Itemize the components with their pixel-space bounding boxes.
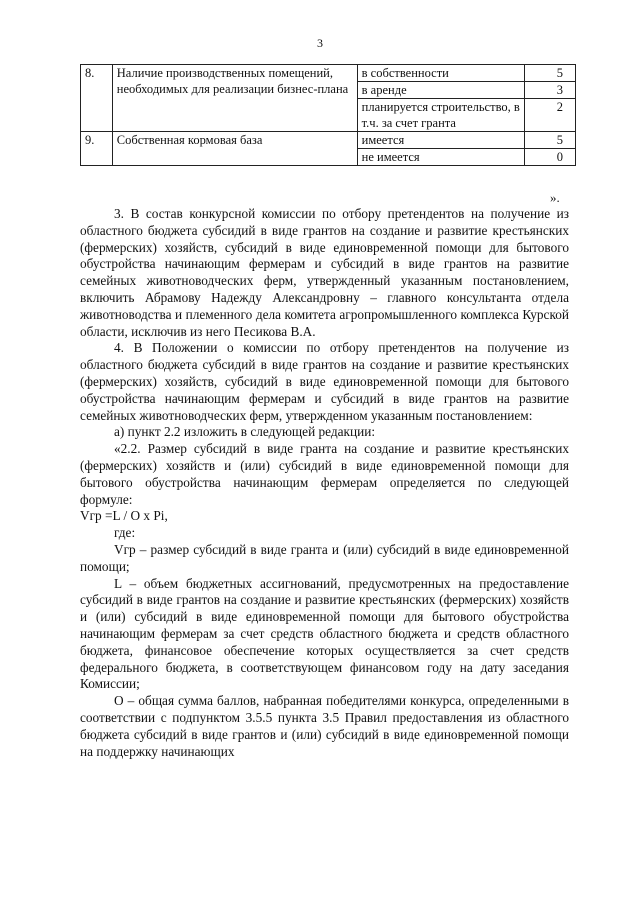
paragraph: «2.2. Размер субсидий в виде гранта на создание и развитие крестьянских (фермерских) хозяйств и (или) субсидий в виде единовременной помощи для бытового обустройства начинающим фермерам определяется по следующей формуле: [80, 441, 569, 507]
row-number: 8. [81, 65, 113, 132]
criterion-description: Собственная кормовая база [112, 132, 357, 166]
definition: Vгр – размер субсидий в виде гранта и (или) субсидий в виде единовременной помощи; [80, 541, 569, 574]
paragraph: 3. В состав конкурсной комиссии по отбору претендентов на получение из областного бюджета субсидий в виде грантов на создание и развитие крестьянских (фермерских) хозяйств, субсидий в виде единовременной помощи для бытового обустройства начинающим фермерам и субсидий в виде грантов на развитие семейных животноводческих ферм, утвержденный указанным постановлением, включить Абрамову Надежду Александровну – главного консультанта отдела животноводства и племенного дела комитета агропромышленного комплекса Курской области, исключив из него Песикова В.А. [80, 206, 569, 339]
row-number: 9. [81, 132, 113, 166]
paragraph: а) пункт 2.2 изложить в следующей редакции: [114, 424, 376, 440]
option-score: 5 [525, 65, 576, 82]
criterion-description: Наличие производственных помещений, необходимых для реализации бизнес-плана [112, 65, 357, 132]
criteria-table [80, 64, 576, 166]
document-body [80, 206, 569, 760]
option-label: не имеется [357, 149, 525, 166]
table-row [81, 65, 576, 82]
option-label: в аренде [357, 82, 525, 99]
formula: Vгр =L / O x Pi, [80, 508, 168, 524]
page-number: 3 [317, 36, 323, 50]
table-row [81, 132, 576, 149]
option-score: 3 [525, 82, 576, 99]
option-score: 2 [525, 99, 576, 132]
definition: L – объем бюджетных ассигнований, предусмотренных на предоставление субсидий в виде грантов на создание и развитие крестьянских (фермерских) хозяйств и (или) субсидий в виде единовременной помощи для бытового обустройства начинающим фермерам за счет средств областного бюджета и средств областного бюджета, финансовое обеспечение которых осуществляется за счет средств федерального бюджета, в соответствующем финансовом году на дату заседания Комиссии; [80, 575, 569, 692]
option-label: имеется [357, 132, 525, 149]
closing-quote: ». [550, 190, 560, 205]
paragraph: 4. В Положении о комиссии по отбору претендентов на получение из областного бюджета субсидий в виде грантов на создание и развитие крестьянских (фермерских) хозяйств, субсидий в виде единовременной помощи для бытового обустройства начинающим фермерам и субсидий в виде грантов на развитие семейных животноводческих ферм, утвержденном указанным постановлением: [80, 340, 569, 423]
option-score: 0 [525, 149, 576, 166]
where-label: где: [114, 525, 136, 541]
definition: O – общая сумма баллов, набранная победителями конкурса, определенными в соответствии с подпунктом 3.5.5 пункта 3.5 Правил предоставления из областного бюджета субсидий в виде грантов и (или) субсидий в виде единовременной помощи на поддержку начинающих [80, 693, 569, 759]
option-score: 5 [525, 132, 576, 149]
option-label: планируется строительство, в т.ч. за счет гранта [357, 99, 525, 132]
option-label: в собственности [357, 65, 525, 82]
